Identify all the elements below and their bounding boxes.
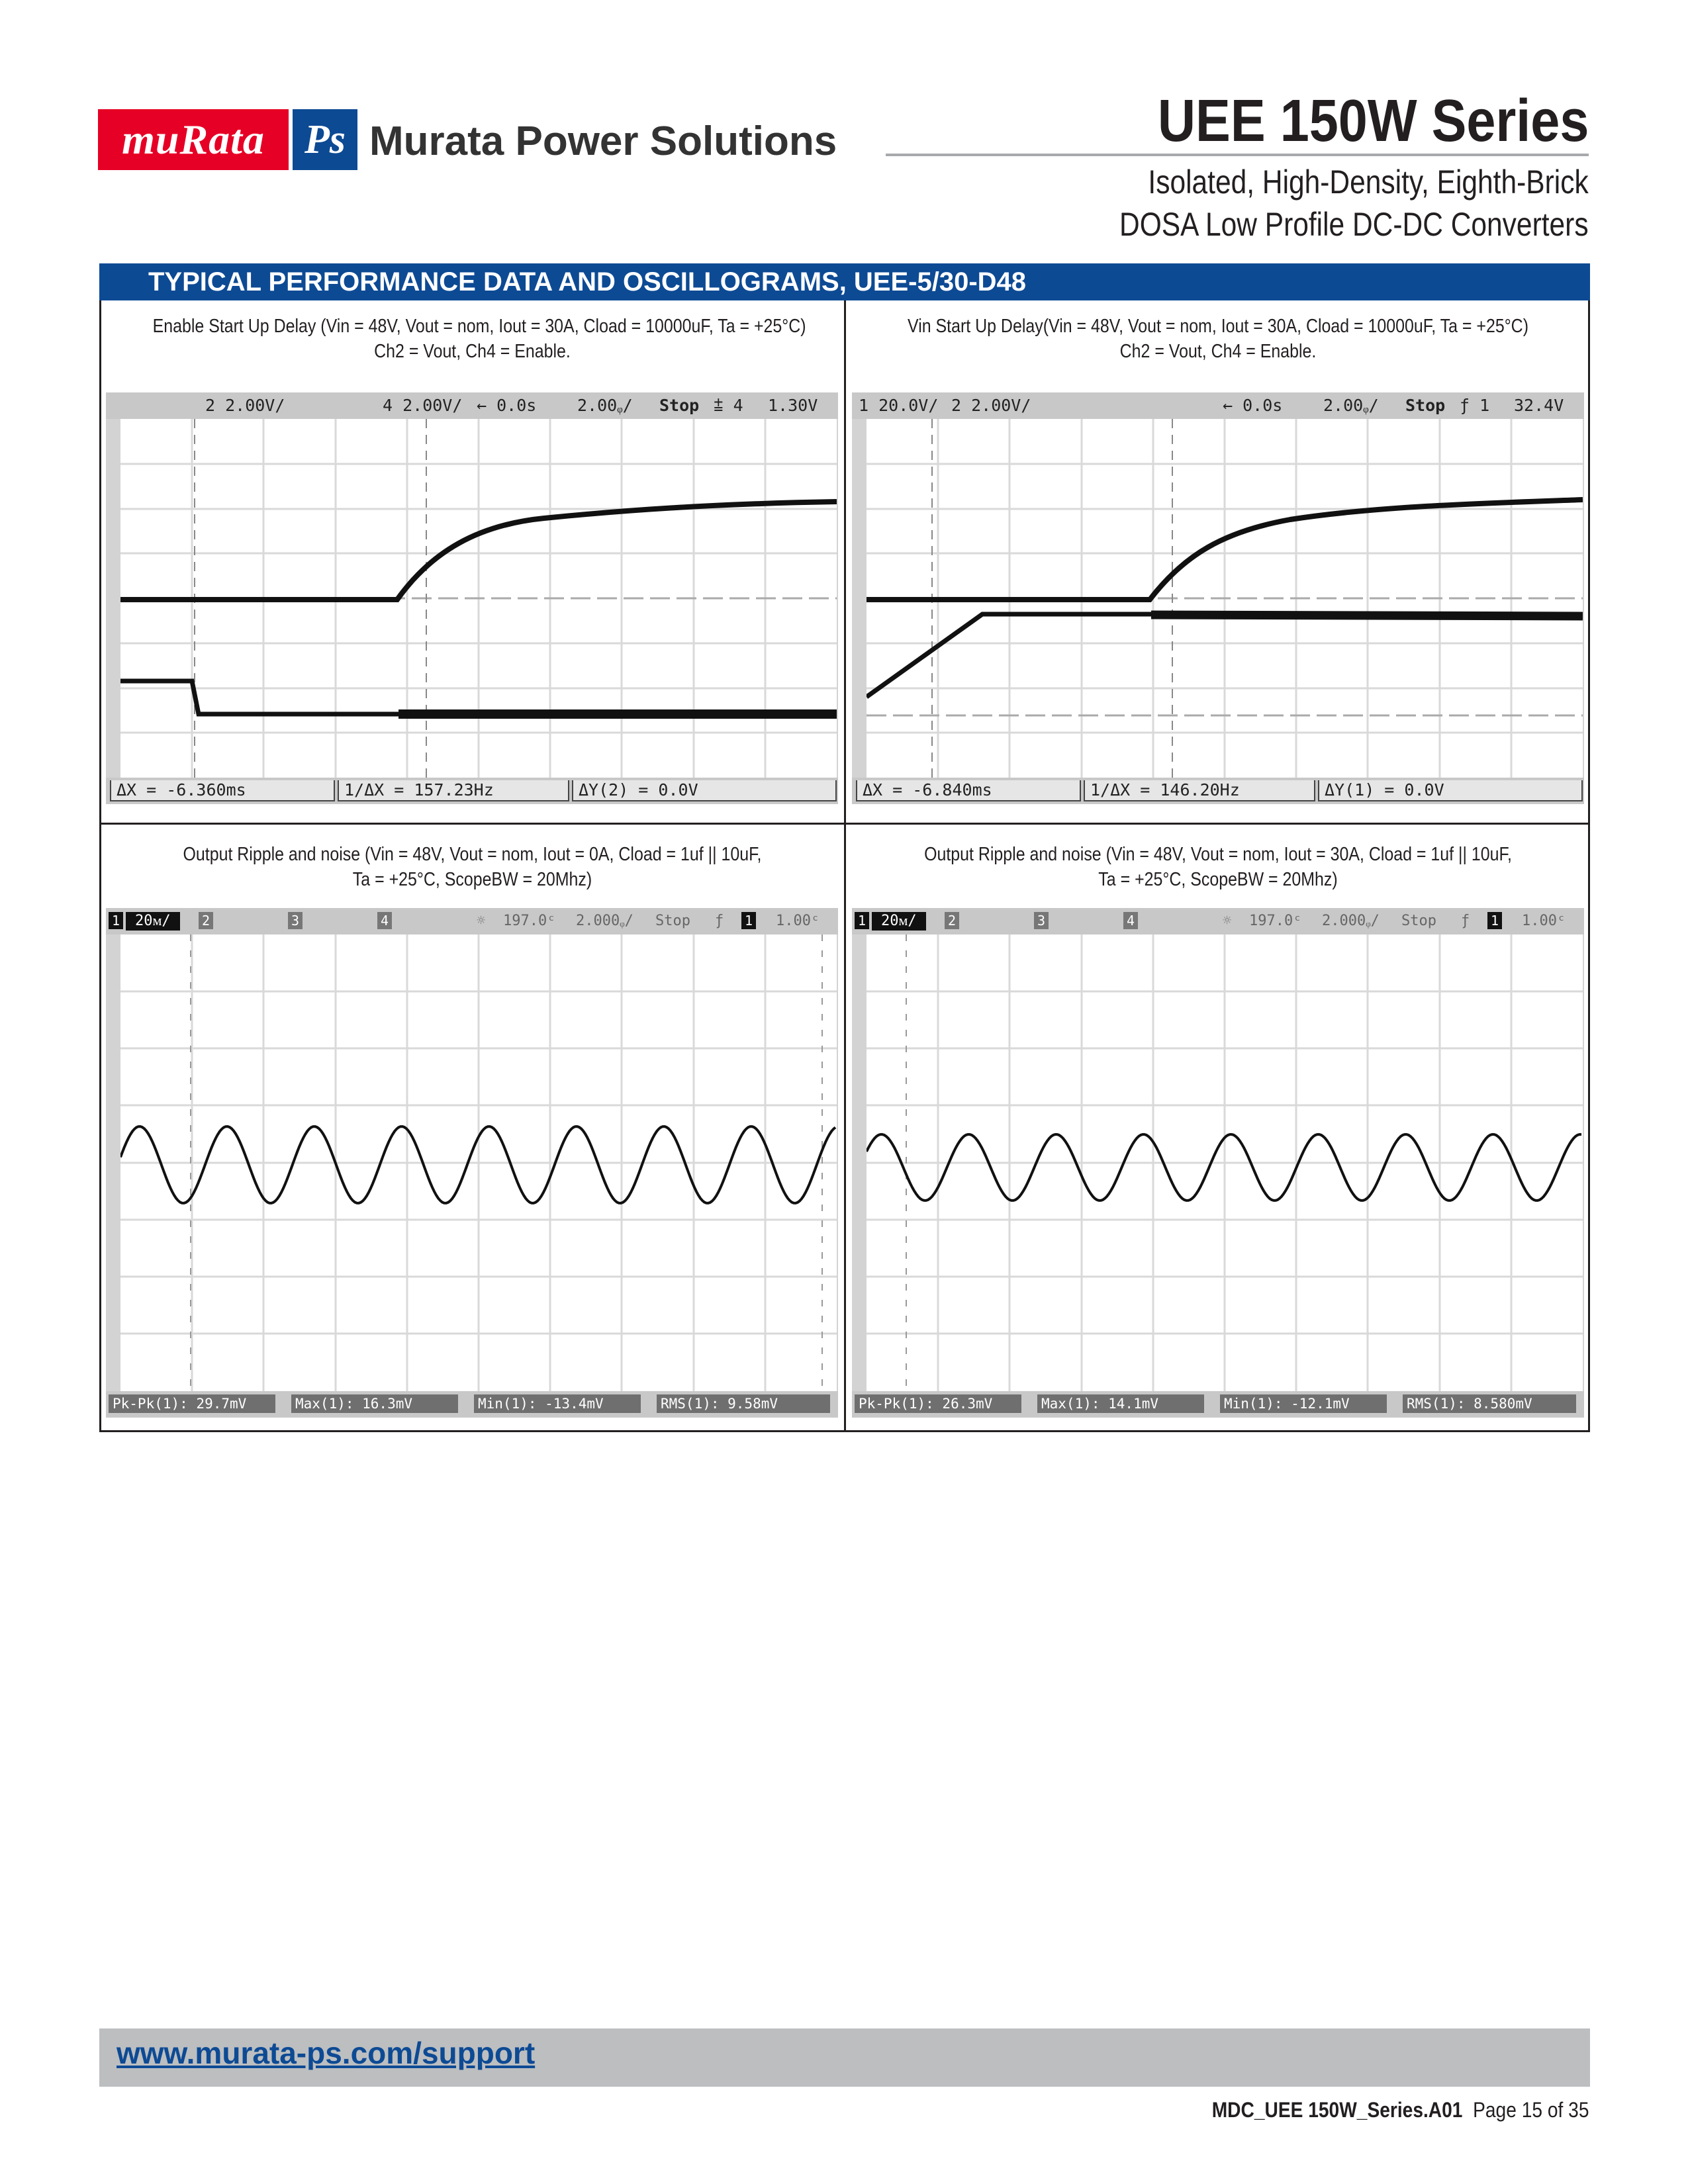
ch2-scale: 2 2.00V/	[205, 396, 285, 415]
trigger-level: 32.4V	[1514, 396, 1564, 415]
delta-x: ΔX = -6.840ms	[856, 780, 1081, 801]
ch1-scale: 20ᴍ/	[872, 912, 926, 931]
acq-state: Stop	[1405, 396, 1446, 415]
rms-value: RMS(1): 9.58mV	[657, 1394, 830, 1413]
time-scale: 2.000ᵩ/	[1322, 913, 1380, 929]
delta-x: ΔX = -6.360ms	[110, 780, 335, 801]
subtitle-line1: Isolated, High-Density, Eighth-Brick	[1148, 163, 1589, 201]
scope-screen	[867, 934, 1583, 1391]
trigger-source: ⩲ 4	[714, 396, 743, 415]
scope-status-bar	[852, 392, 1584, 419]
max-value: Max(1): 16.3mV	[291, 1394, 458, 1413]
delay-icon: ☼	[1223, 913, 1232, 929]
ch1-scale: 20ᴍ/	[126, 912, 180, 931]
panel2-caption: Vin Start Up Delay(Vin = 48V, Vout = nom, Iout = 30A, Cload = 10000uF, Ta = +25°C) Ch2 = Vout, Ch4 = Enable.	[908, 316, 1528, 362]
page-number: Page 15 of 35	[1472, 2098, 1589, 2122]
scope-measurement-bar	[106, 1391, 838, 1418]
pk-pk-value: Pk-Pk(1): 29.7mV	[109, 1394, 275, 1413]
oscillogram-vin-startup	[852, 392, 1584, 804]
ch3-marker: 3	[288, 912, 303, 929]
delay-icon: ☼	[477, 913, 486, 929]
inverse-delta-x: 1/ΔX = 157.23Hz	[338, 780, 569, 801]
scope-status-bar: 1 20ᴍ/ 2 3 4 ☼ 197.0ᶜ 2.000ᵩ/ Stop ƒ 1 1.00ᶜ	[852, 908, 1584, 934]
acq-state: Stop	[659, 396, 700, 415]
ch1-scale: 1 20.0V/	[859, 396, 939, 415]
trigger-level: 1.00ᶜ	[776, 913, 820, 929]
scope-measurement-bar	[852, 1391, 1584, 1418]
row-divider	[99, 823, 1590, 825]
ch4-marker: 4	[377, 912, 392, 929]
series-title: UEE 150W Series	[1157, 88, 1589, 154]
support-link[interactable]: www.murata-ps.com/support	[117, 2036, 536, 2070]
subtitle-line2: DOSA Low Profile DC-DC Converters	[1119, 206, 1589, 243]
ch4-scale: 4 2.00V/	[383, 396, 463, 415]
section-title: TYPICAL PERFORMANCE DATA AND OSCILLOGRAMS, UEE-5/30-D48	[99, 263, 1590, 300]
panel3-caption: Output Ripple and noise (Vin = 48V, Vout = nom, Iout = 0A, Cload = 1uf || 10uF, Ta = +25°C, ScopeBW = 20Mhz)	[183, 844, 762, 890]
min-value: Min(1): -13.4mV	[474, 1394, 641, 1413]
ch4-marker: 4	[1123, 912, 1138, 929]
document-id: MDC_UEE 150W_Series.A01	[1211, 2098, 1462, 2122]
acq-state: Stop	[1401, 913, 1436, 929]
panel4-caption: Output Ripple and noise (Vin = 48V, Vout = nom, Iout = 30A, Cload = 1uf || 10uF, Ta = +25°C, ScopeBW = 20Mhz)	[924, 844, 1512, 890]
ch2-marker: 2	[199, 912, 213, 929]
trigger-source: ƒ	[715, 913, 724, 929]
delay-value: 197.0ᶜ	[1249, 913, 1302, 929]
oscillogram-enable-startup	[106, 392, 838, 804]
ps-logo: Ps	[293, 109, 357, 170]
ch2-scale: 2 2.00V/	[951, 396, 1031, 415]
time-position: ← 0.0s	[477, 396, 537, 415]
scope-screen	[867, 419, 1583, 778]
grid	[867, 934, 1583, 1391]
time-position: ← 0.0s	[1223, 396, 1283, 415]
murata-logo: muRata	[98, 109, 289, 170]
max-value: Max(1): 14.1mV	[1037, 1394, 1204, 1413]
scope-measurement-bar	[106, 778, 838, 804]
trigger-level: 1.30V	[768, 396, 818, 415]
trigger-source: ƒ 1	[1460, 396, 1490, 415]
oscillogram-ripple-30a	[852, 908, 1584, 1418]
time-scale: 2.00ᵩ/	[577, 396, 633, 415]
delay-value: 197.0ᶜ	[503, 913, 556, 929]
delta-y: ΔY(1) = 0.0V	[1318, 780, 1583, 801]
company-name: Murata Power Solutions	[369, 118, 837, 164]
trigger-source: ƒ	[1461, 913, 1470, 929]
delta-y: ΔY(2) = 0.0V	[572, 780, 837, 801]
scope-screen	[120, 419, 837, 778]
inverse-delta-x: 1/ΔX = 146.20Hz	[1084, 780, 1315, 801]
scope-screen	[120, 934, 837, 1391]
min-value: Min(1): -12.1mV	[1220, 1394, 1387, 1413]
footer-page-info	[1211, 2098, 1589, 2122]
column-divider	[844, 300, 846, 1432]
time-scale: 2.000ᵩ/	[576, 913, 633, 929]
trigger-level: 1.00ᶜ	[1522, 913, 1566, 929]
panel1-caption: Enable Start Up Delay (Vin = 48V, Vout = nom, Iout = 30A, Cload = 10000uF, Ta = +25°C) Ch2 = Vout, Ch4 = Enable.	[152, 316, 806, 362]
scope-status-bar: 1 20ᴍ/ 2 3 4 ☼ 197.0ᶜ 2.000ᵩ/ Stop ƒ 1 1.00ᶜ	[106, 908, 838, 934]
oscillogram-ripple-0a	[106, 908, 838, 1418]
ch3-marker: 3	[1034, 912, 1049, 929]
pk-pk-value: Pk-Pk(1): 26.3mV	[855, 1394, 1021, 1413]
time-scale: 2.00ᵩ/	[1323, 396, 1379, 415]
rms-value: RMS(1): 8.580mV	[1403, 1394, 1576, 1413]
acq-state: Stop	[655, 913, 690, 929]
ch2-marker: 2	[945, 912, 959, 929]
trace-vin-noise	[1151, 615, 1583, 616]
scope-status-bar	[106, 392, 838, 419]
scope-measurement-bar	[852, 778, 1584, 804]
